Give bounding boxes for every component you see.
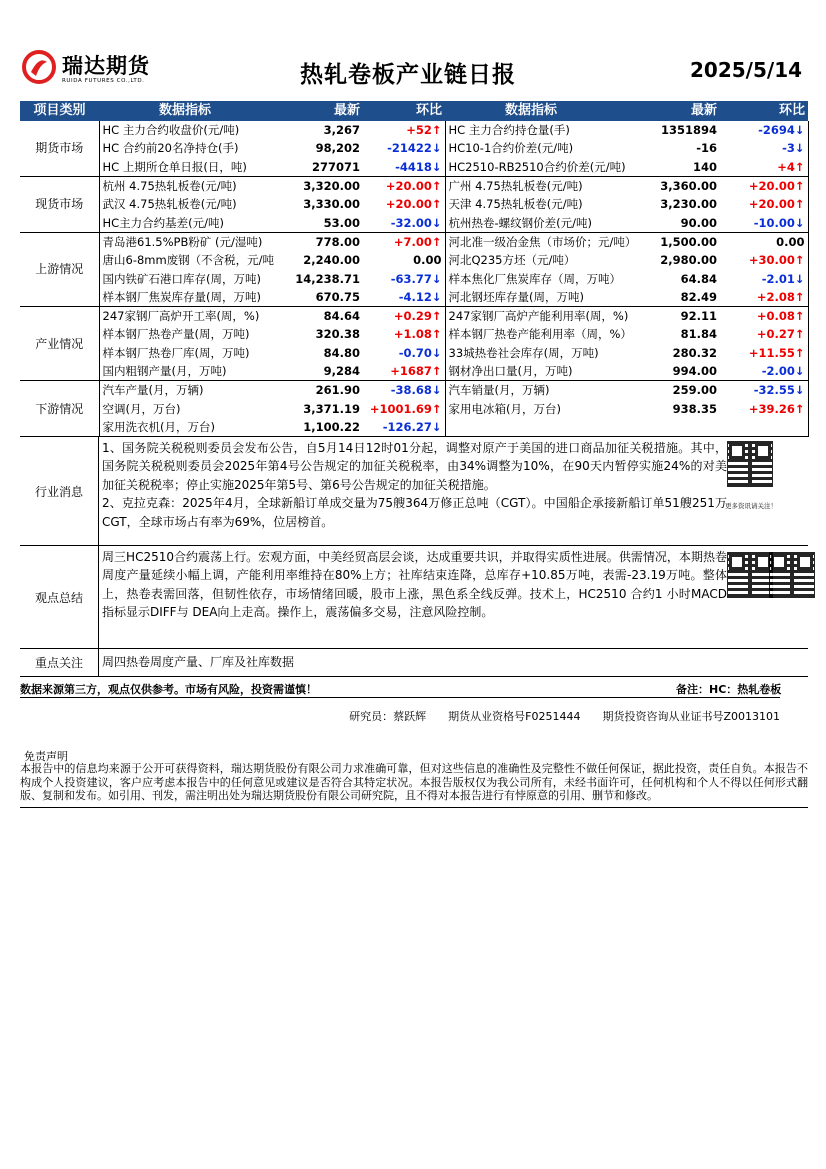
table-row (20, 213, 808, 232)
latest-value: 84.80 (323, 345, 360, 360)
qr-code-icon (727, 552, 773, 598)
indicator-name: 空调(月，万台) (102, 401, 181, 416)
latest-value: 670.75 (287, 288, 363, 307)
latest-value: 280.32 (672, 345, 717, 360)
source-note: 数据来源第三方，观点仅供参考。市场有风险，投资需谨慎！ (20, 683, 317, 696)
change-value: +20.00↑ (720, 176, 808, 195)
latest-value: 2,240.00 (303, 253, 360, 268)
latest-value: -16 (696, 141, 717, 156)
latest-value: 81.84 (680, 327, 717, 342)
latest-value: 9,284 (287, 362, 363, 381)
indicator-name: 样本钢厂热卷产能利用率（周，%） (448, 327, 632, 342)
disclaimer-text: 本报告中的信息均来源于公开可获得资料，瑞达期货股份有限公司力求准确可靠，但对这些信息的准确性及完整性不做任何保证，据此投资，责任自负。本报告不构成个人投资建议，客户应考虑本报告中的任何意见或建议是否符合其特定状况。本报告版权仅为我公司所有，未经书面许可，任何机构和个人不得以任何形式翻版、复制和发布。如引用、刊发，需注明出处为瑞达期货股份有限公司研究院，且不得对本报告进行有悖原意的引用、删节和修改。 (20, 762, 808, 808)
indicator-name: 国内铁矿石港口库存(周，万吨) (102, 271, 261, 286)
qr-caption: 更多资讯请关注！ (725, 502, 777, 510)
change-value: 0.00 (720, 232, 808, 251)
indicator-name: HC10-1合约价差(元/吨) (448, 141, 574, 156)
table-row (20, 344, 808, 362)
view-section (20, 546, 808, 649)
news-category: 行业消息 (20, 437, 99, 545)
section-category: 下游情况 (20, 381, 99, 437)
latest-value: 14,238.71 (295, 271, 360, 286)
section-category: 上游情况 (20, 232, 99, 306)
latest-value: 90.00 (645, 213, 720, 232)
indicator-name (445, 418, 645, 437)
change-value: +20.00↑ (363, 176, 445, 195)
change-value: -3↓ (720, 139, 808, 157)
header-change-right: 环比 (720, 101, 808, 121)
change-value: +52↑ (363, 121, 445, 139)
table-row (20, 269, 808, 287)
section-category: 产业情况 (20, 306, 99, 380)
change-value: -10.00↓ (720, 213, 808, 232)
focus-section (20, 649, 808, 677)
change-value: 0.00 (363, 251, 445, 269)
header-latest-right: 最新 (645, 101, 720, 121)
table-row (20, 176, 808, 195)
change-value: +1687↑ (363, 362, 445, 381)
qr-code-icon (769, 552, 815, 598)
change-value (720, 418, 808, 437)
change-value: -32.00↓ (363, 213, 445, 232)
latest-value: 3,230.00 (660, 197, 717, 212)
change-value: +0.08↑ (720, 306, 808, 325)
indicator-name: 247家钢厂高炉产能利用率(周，%) (448, 309, 629, 324)
indicator-name: 唐山6-8mm废钢（不含税，元/吨 (102, 253, 275, 268)
change-value: +1.08↑ (363, 325, 445, 343)
change-value: -4.12↓ (363, 288, 445, 307)
latest-value: 53.00 (287, 213, 363, 232)
table-row (20, 306, 808, 325)
disclaimer-title: 免责声明 (24, 750, 68, 763)
latest-value: 140 (645, 158, 720, 177)
change-value: +4↑ (720, 158, 808, 177)
focus-text: 周四热卷周度产量、厂库及社库数据 (102, 655, 295, 669)
qr-code-icon (727, 441, 773, 487)
header-category: 项目类别 (20, 101, 99, 121)
change-value: +1001.69↑ (363, 399, 445, 417)
latest-value: 3,360.00 (660, 179, 717, 194)
indicator-name: 广州 4.75热轧板卷(元/吨) (448, 179, 583, 194)
change-value: -38.68↓ (363, 381, 445, 400)
table-row (20, 158, 808, 177)
analyst-info: 研究员：蔡跃辉 期货从业资格号F0251444 期货投资咨询从业证书号Z0013101 (20, 697, 780, 724)
logo-name-en: RUIDA FUTURES CO.,LTD. (62, 78, 145, 84)
latest-value: 84.64 (323, 309, 360, 324)
remark: 备注：HC：热轧卷板 (676, 683, 782, 696)
header-indicator-left: 数据指标 (99, 101, 287, 121)
header-indicator-right: 数据指标 (445, 101, 645, 121)
ruida-logo-icon (22, 50, 56, 84)
report-title: 热轧卷板产业链日报 (300, 62, 516, 88)
table-row (20, 325, 808, 343)
table-row (20, 362, 808, 381)
view-text: 周三HC2510合约震荡上行。宏观方面，中美经贸高层会谈，达成重要共识，并取得实质性进展。供需情况，本期热卷周度产量延续小幅上调，产能利用率维持在80%上方；社库结束连降，总库存+10.85万吨，表需-23.19万吨。整体上，热卷表需回落，但韧性依存，市场情绪回暖，股市上涨，黑色系全线反弹。技术上，HC2510 合约1 小时MACD 指标显示DIFF与 DEA向上走高。操作上，震荡偏多交易，注意风险控制。 (102, 550, 727, 620)
latest-value: 82.49 (645, 288, 720, 307)
indicator-name: 天津 4.75热轧板卷(元/吨) (448, 197, 583, 212)
focus-category: 重点关注 (20, 649, 99, 676)
latest-value: 3,371.19 (303, 401, 360, 416)
change-value: -32.55↓ (720, 381, 808, 400)
indicator-name: HC 主力合约收盘价(元/吨) (102, 123, 240, 138)
latest-value: 3,320.00 (303, 179, 360, 194)
indicator-name: 样本钢厂热卷厂库(周，万吨) (102, 345, 250, 360)
change-value: +20.00↑ (363, 195, 445, 213)
indicator-name: 杭州热卷-螺纹钢价差(元/吨) (445, 213, 645, 232)
indicator-name: 家用电冰箱(月，万台) (448, 401, 561, 416)
company-logo (22, 50, 172, 94)
change-value: +39.26↑ (720, 399, 808, 417)
section-category: 期货市场 (20, 121, 99, 176)
indicator-name: HC 合约前20名净持仓(手) (102, 141, 239, 156)
indicator-name: 汽车销量(月，万辆) (448, 383, 550, 398)
change-value: +7.00↑ (363, 232, 445, 251)
report-date: 2025/5/14 (690, 58, 803, 82)
indicator-name: 青岛港61.5%PB粉矿 (元/湿吨) (102, 234, 263, 249)
news-text: 1、国务院关税税则委员会发布公告，自5月14日12时01分起，调整对原产于美国的进口商品加征关税措施。其中，国务院关税税则委员会2025年第4号公告规定的加征关税税率，由34%调整为10%，在90天内暂停实施24%的对美加征关税税率；停止实施2025年第5号、第6号公告规定的加征关税措施。 2、克拉克森：2025年4月，全球新船订单成交量为75艘364万修正总吨（CGT）。中国船企承接新船订单51艘251万CGT，全球市场占有率为69%，位居榜首。 (102, 441, 727, 529)
indicator-name: 国内粗钢产量(月，万吨) (99, 362, 287, 381)
indicator-name: 武汉 4.75热轧板卷(元/吨) (102, 197, 237, 212)
table-header-row (20, 101, 808, 121)
header-latest-left: 最新 (287, 101, 363, 121)
latest-value: 938.35 (672, 401, 717, 416)
section-category: 现货市场 (20, 176, 99, 232)
change-value: -2.01↓ (720, 269, 808, 287)
table-row (20, 121, 808, 139)
header-change-left: 环比 (363, 101, 445, 121)
change-value: -2.00↓ (720, 362, 808, 381)
change-value: -63.77↓ (363, 269, 445, 287)
change-value: -2694↓ (720, 121, 808, 139)
latest-value: 261.90 (315, 383, 360, 398)
indicator-table (20, 101, 809, 437)
change-value: +0.29↑ (363, 306, 445, 325)
logo-name-cn: 瑞达期货 (62, 54, 150, 78)
report-header (0, 0, 826, 100)
latest-value: 994.00 (645, 362, 720, 381)
latest-value: 1,100.22 (287, 418, 363, 437)
latest-value: 2,980.00 (660, 253, 717, 268)
indicator-name: 钢材净出口量(月，万吨) (445, 362, 645, 381)
indicator-name: HC 主力合约持仓量(手) (448, 123, 570, 138)
table-row (20, 251, 808, 269)
indicator-name: 样本钢厂热卷产量(周，万吨) (102, 327, 250, 342)
latest-value: 92.11 (680, 309, 717, 324)
indicator-name: 247家钢厂高炉开工率(周，%) (102, 309, 260, 324)
latest-value: 320.38 (315, 327, 360, 342)
latest-value: 277071 (287, 158, 363, 177)
latest-value: 1351894 (660, 123, 717, 138)
latest-value: 3,330.00 (303, 197, 360, 212)
change-value: +11.55↑ (720, 344, 808, 362)
indicator-name: HC 上期所仓单日报(日，吨) (99, 158, 287, 177)
indicator-name: 家用洗衣机(月，万台) (99, 418, 287, 437)
latest-value: 778.00 (315, 234, 360, 249)
change-value: -21422↓ (363, 139, 445, 157)
indicator-name: 河北准一级冶金焦（市场价；元/吨） (448, 234, 637, 249)
indicator-name: 33城热卷社会库存(周，万吨) (448, 345, 599, 360)
indicator-name: 样本焦化厂焦炭库存（周，万吨） (448, 271, 621, 286)
change-value: +20.00↑ (720, 195, 808, 213)
indicator-name: HC2510-RB2510合约价差(元/吨) (445, 158, 645, 177)
indicator-name: 杭州 4.75热轧板卷(元/吨) (102, 179, 237, 194)
indicator-name: HC主力合约基差(元/吨) (99, 213, 287, 232)
latest-value: 259.00 (672, 383, 717, 398)
change-value: +2.08↑ (720, 288, 808, 307)
indicator-name: 河北钢坯库存量(周，万吨) (445, 288, 645, 307)
table-row (20, 139, 808, 157)
change-value: +30.00↑ (720, 251, 808, 269)
latest-value: 64.84 (680, 271, 717, 286)
change-value: +0.27↑ (720, 325, 808, 343)
latest-value (645, 418, 720, 437)
indicator-name: 汽车产量(月，万辆) (102, 383, 204, 398)
news-section (20, 437, 808, 546)
change-value: -4418↓ (363, 158, 445, 177)
indicator-name: 河北Q235方坯（元/吨） (448, 253, 576, 268)
table-row (20, 232, 808, 251)
table-row (20, 288, 808, 307)
indicator-name: 样本钢厂焦炭库存量(周，万吨) (99, 288, 287, 307)
view-category: 观点总结 (20, 546, 99, 648)
latest-value: 3,267 (323, 123, 360, 138)
table-row (20, 399, 808, 417)
latest-value: 1,500.00 (660, 234, 717, 249)
latest-value: 98,202 (315, 141, 360, 156)
table-row (20, 195, 808, 213)
change-value: -0.70↓ (363, 344, 445, 362)
table-row (20, 418, 808, 437)
table-row (20, 381, 808, 400)
change-value: -126.27↓ (363, 418, 445, 437)
